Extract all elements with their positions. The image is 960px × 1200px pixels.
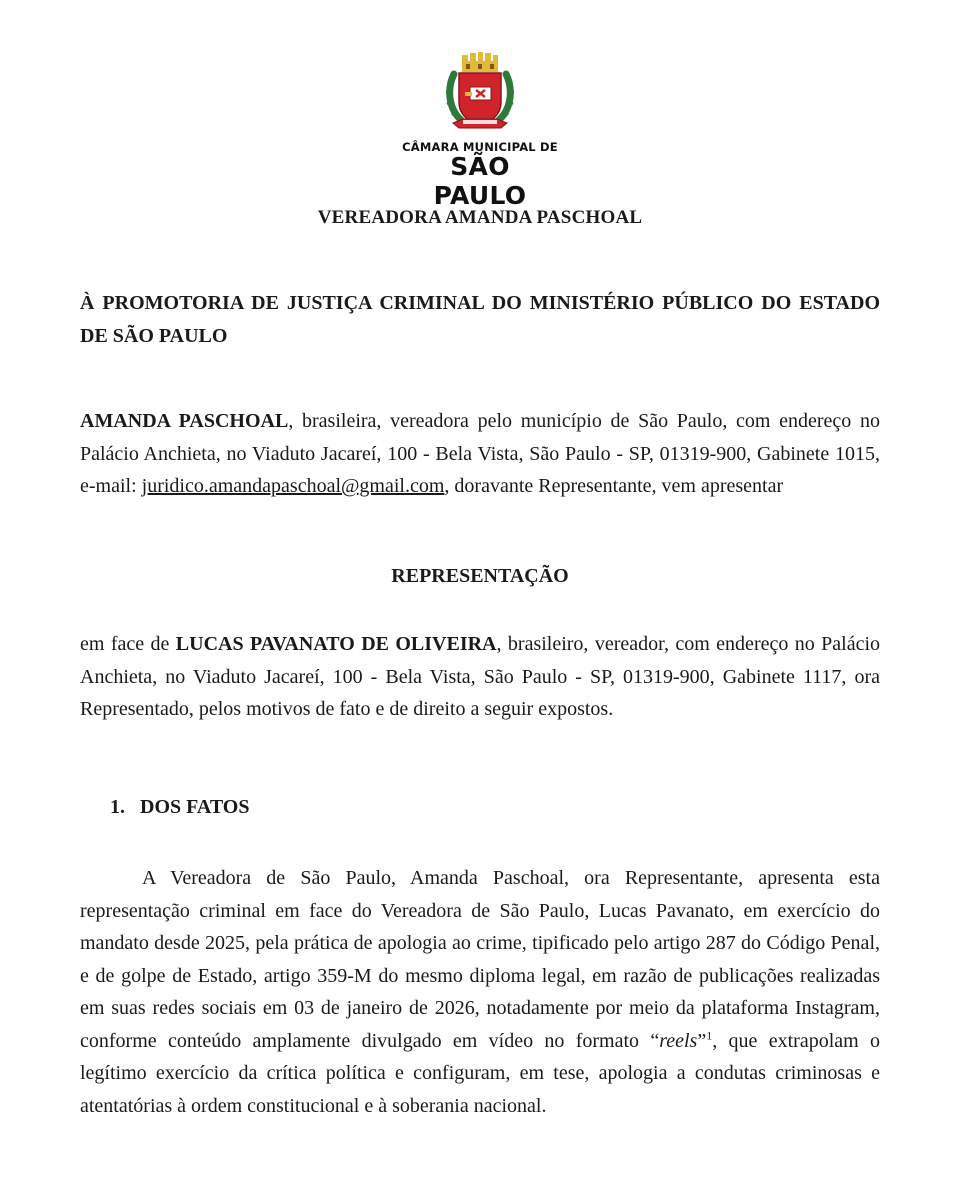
section-number: 1. bbox=[110, 796, 125, 818]
intro-text-end: , doravante Representante, vem apresentar bbox=[444, 475, 784, 497]
reels-term: reels bbox=[659, 1029, 698, 1052]
section-heading-facts bbox=[110, 796, 249, 819]
intro-paragraph bbox=[80, 405, 880, 503]
against-text: , brasileiro, vereador, com endereço no Palácio Anchieta, no Viaduto Jacareí, 100 - Bela Vista, São Paulo - SP, 01319-900, Gabinete 1117, ora Representado, pelos motivos de fato e de direito a seguir expostos. bbox=[80, 633, 880, 720]
section-title: DOS FATOS bbox=[140, 796, 250, 818]
intro-text: , brasileira, vereadora pelo município de São Paulo, com endereço no Palácio Anchieta, no Viaduto Jacareí, 100 - Bela Vista, São Paulo - SP, 01319-900, Gabinete 1015, e-mail: bbox=[80, 410, 880, 497]
facts-text-end: , que extrapolam o legítimo exercício da crítica política e configuram, em tese, apologia a condutas criminosas e atentatórias à ordem constitucional e à soberania nacional. bbox=[80, 1029, 880, 1117]
camara-logo bbox=[400, 52, 560, 210]
representation-title: REPRESENTAÇÃO bbox=[391, 565, 569, 587]
logo-text-main: SÃO PAULO bbox=[433, 152, 527, 210]
open-quote: “ bbox=[650, 1029, 660, 1052]
representative-name: AMANDA PASCHOAL bbox=[80, 410, 289, 432]
footnote-marker[interactable]: 1 bbox=[706, 1027, 713, 1042]
against-paragraph bbox=[80, 628, 880, 726]
facts-paragraph bbox=[80, 862, 880, 1122]
logo-text-top: CÂMARA MUNICIPAL DE bbox=[402, 140, 558, 154]
represented-name: LUCAS PAVANATO DE OLIVEIRA bbox=[175, 633, 497, 655]
sao-paulo-coat-of-arms-icon bbox=[445, 52, 515, 134]
facts-text: A Vereadora de São Paulo, Amanda Paschoal, ora Representante, apresenta esta representação criminal em face do Vereadora de São Paulo, Lucas Pavanato, em exercício do mandato desde 2025, pela prática de apologia ao crime, tipificado pelo artigo 287 do Código Penal, e de golpe de Estado, artigo 359-M do mesmo diploma legal, em razão de publicações realizadas em suas redes sociais em 03 de janeiro de 2026, notadamente por meio da plataforma Instagram, conforme conteúdo amplamente divulgado em vídeo no formato bbox=[80, 867, 880, 1052]
close-quote: ” bbox=[697, 1029, 707, 1052]
addressee-block: À PROMOTORIA DE JUSTIÇA CRIMINAL DO MINISTÉRIO PÚBLICO DO ESTADO DE SÃO PAULO bbox=[80, 292, 880, 347]
email-link[interactable]: juridico.amandapaschoal@gmail.com bbox=[141, 475, 445, 497]
against-prefix: em face de bbox=[80, 633, 176, 655]
councilwoman-heading: VEREADORA AMANDA PASCHOAL bbox=[317, 207, 643, 228]
